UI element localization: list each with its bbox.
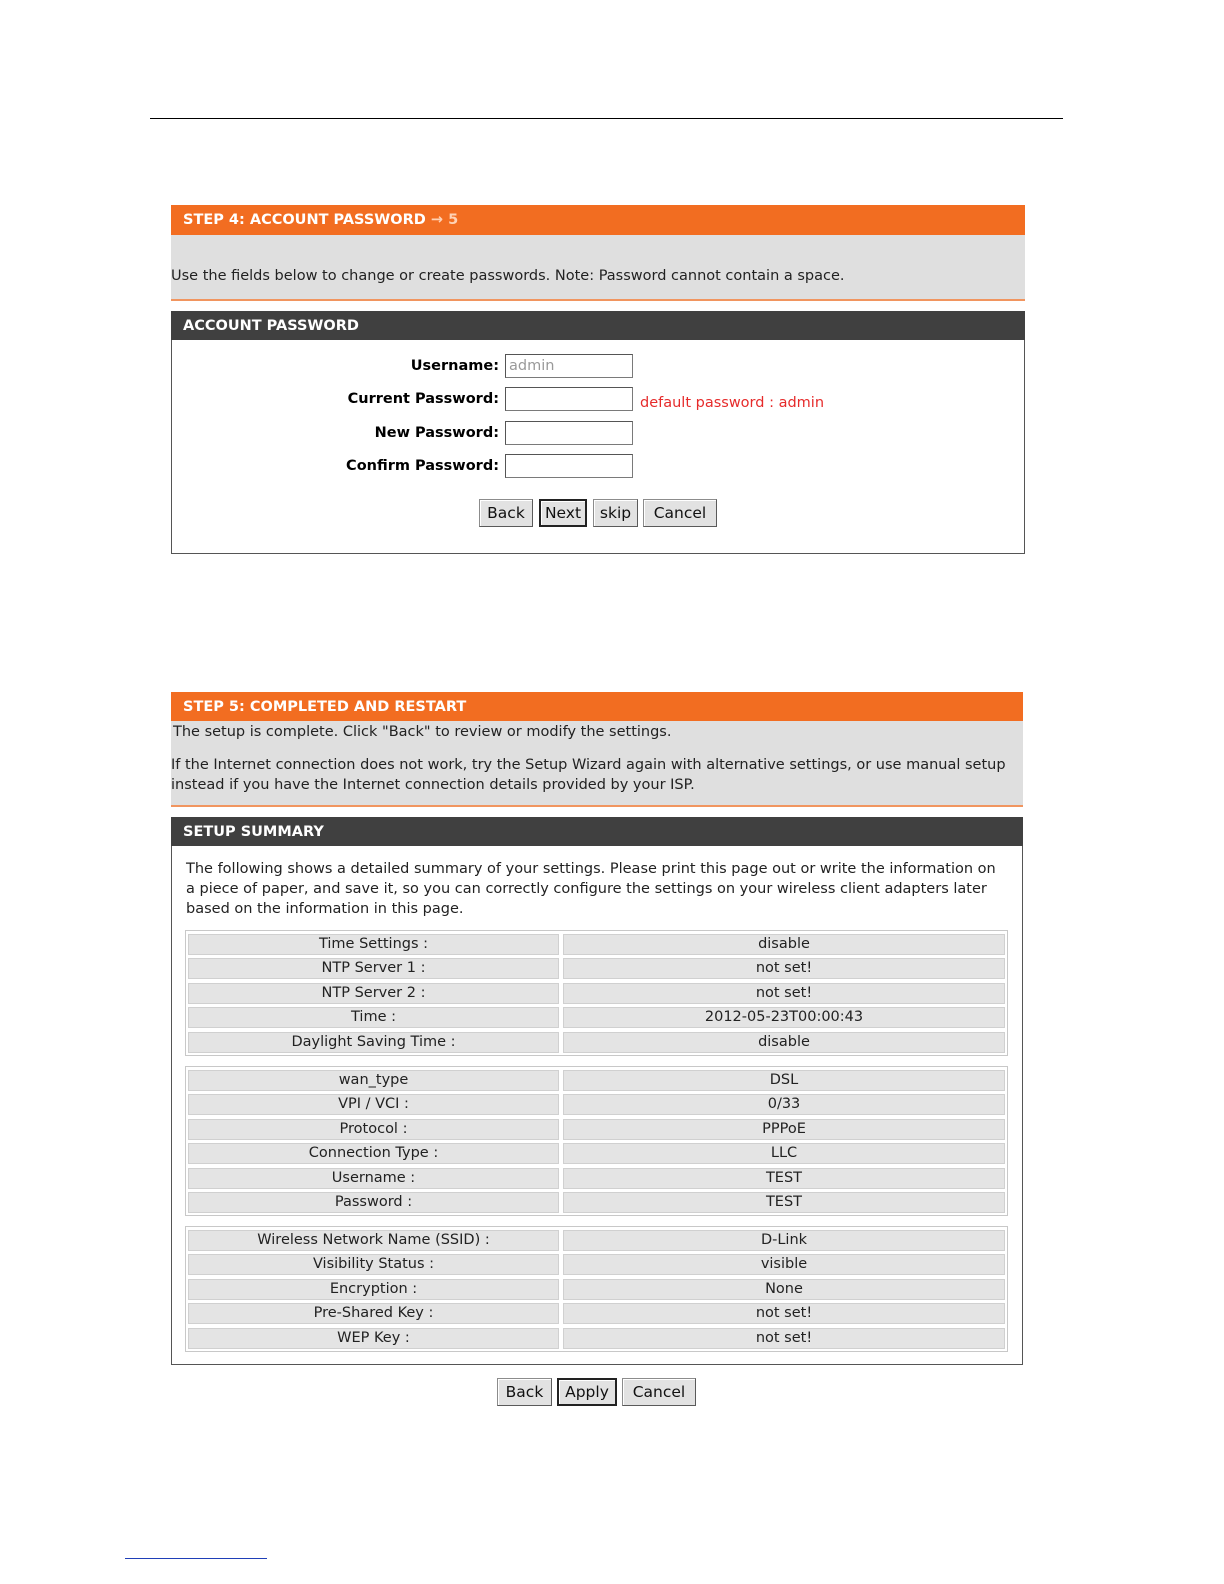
summary-row bbox=[188, 1070, 1005, 1091]
summary-value: not set! bbox=[563, 958, 1005, 979]
summary-row bbox=[188, 1192, 1005, 1213]
summary-value: 0/33 bbox=[563, 1094, 1005, 1115]
new-password-label: New Password: bbox=[374, 425, 499, 441]
step4-next-button[interactable]: Next bbox=[539, 499, 587, 527]
summary-value: disable bbox=[563, 934, 1005, 955]
summary-value: TEST bbox=[563, 1192, 1005, 1213]
step5-description-1: The setup is complete. Click "Back" to review or modify the settings. bbox=[173, 724, 672, 740]
summary-value: disable bbox=[563, 1032, 1005, 1053]
summary-label: Time : bbox=[188, 1007, 559, 1028]
summary-row bbox=[188, 1119, 1005, 1140]
summary-row bbox=[188, 934, 1005, 955]
summary-row bbox=[188, 1094, 1005, 1115]
step4-description: Use the fields below to change or create passwords. Note: Password cannot contain a space. bbox=[171, 268, 845, 284]
new-password-input[interactable] bbox=[505, 421, 633, 445]
summary-row bbox=[188, 1303, 1005, 1324]
step5-header bbox=[171, 692, 1023, 721]
summary-group-wireless bbox=[185, 1226, 1008, 1352]
summary-row bbox=[188, 1328, 1005, 1349]
account-password-title: ACCOUNT PASSWORD bbox=[183, 317, 359, 334]
confirm-password-input[interactable] bbox=[505, 454, 633, 478]
step5-apply-button[interactable]: Apply bbox=[557, 1378, 617, 1406]
summary-value: TEST bbox=[563, 1168, 1005, 1189]
step4-header bbox=[171, 205, 1025, 235]
step4-divider bbox=[171, 299, 1025, 301]
default-password-hint: default password : admin bbox=[640, 395, 825, 411]
summary-row bbox=[188, 983, 1005, 1004]
summary-row bbox=[188, 1279, 1005, 1300]
summary-label: Daylight Saving Time : bbox=[188, 1032, 559, 1053]
summary-value: not set! bbox=[563, 1328, 1005, 1349]
step5-description-2: If the Internet connection does not work, try the Setup Wizard again with alternative settings, or use manual setup instead if you have the Internet connection details provided by your ISP. bbox=[171, 757, 1006, 793]
confirm-password-label: Confirm Password: bbox=[346, 458, 499, 474]
summary-value: LLC bbox=[563, 1143, 1005, 1164]
step4-back-button[interactable]: Back bbox=[479, 499, 533, 527]
step5-cancel-button[interactable]: Cancel bbox=[622, 1378, 696, 1406]
summary-label: VPI / VCI : bbox=[188, 1094, 559, 1115]
summary-label: Connection Type : bbox=[188, 1143, 559, 1164]
step4-cancel-button[interactable]: Cancel bbox=[643, 499, 717, 527]
username-input[interactable] bbox=[505, 354, 633, 378]
summary-group-wan bbox=[185, 1066, 1008, 1216]
current-password-input[interactable] bbox=[505, 387, 633, 411]
step4-description-band bbox=[171, 235, 1025, 299]
summary-row bbox=[188, 1230, 1005, 1251]
summary-label: Password : bbox=[188, 1192, 559, 1213]
summary-value: visible bbox=[563, 1254, 1005, 1275]
summary-row bbox=[188, 1032, 1005, 1053]
setup-summary-title: SETUP SUMMARY bbox=[183, 823, 324, 840]
summary-label: Pre-Shared Key : bbox=[188, 1303, 559, 1324]
step5-title: STEP 5: COMPLETED AND RESTART bbox=[183, 698, 467, 715]
account-password-header bbox=[171, 311, 1025, 340]
summary-label: Username : bbox=[188, 1168, 559, 1189]
summary-group-time bbox=[185, 930, 1008, 1056]
summary-label: NTP Server 1 : bbox=[188, 958, 559, 979]
summary-label: WEP Key : bbox=[188, 1328, 559, 1349]
summary-row bbox=[188, 1143, 1005, 1164]
summary-label: NTP Server 2 : bbox=[188, 983, 559, 1004]
setup-summary-header bbox=[171, 817, 1023, 846]
summary-value: D-Link bbox=[563, 1230, 1005, 1251]
summary-value: not set! bbox=[563, 1303, 1005, 1324]
step5-description-band bbox=[171, 721, 1023, 805]
summary-label: Visibility Status : bbox=[188, 1254, 559, 1275]
step4-title: STEP 4: ACCOUNT PASSWORD bbox=[183, 212, 426, 228]
summary-row bbox=[188, 1168, 1005, 1189]
page-top-rule bbox=[150, 118, 1063, 119]
summary-row bbox=[188, 1254, 1005, 1275]
summary-value: DSL bbox=[563, 1070, 1005, 1091]
summary-label: Encryption : bbox=[188, 1279, 559, 1300]
step5-divider bbox=[171, 805, 1023, 807]
current-password-label: Current Password: bbox=[347, 391, 499, 407]
setup-summary-text: The following shows a detailed summary of your settings. Please print this page out or write the information on a piece of paper, and save it, so you can correctly configure the settings on your wireless client adapters later based on the information in this page. bbox=[186, 861, 996, 917]
step4-title-arrow: → 5 bbox=[430, 212, 459, 228]
summary-value: not set! bbox=[563, 983, 1005, 1004]
summary-row bbox=[188, 1007, 1005, 1028]
summary-label: wan_type bbox=[188, 1070, 559, 1091]
summary-label: Protocol : bbox=[188, 1119, 559, 1140]
step4-skip-button[interactable]: skip bbox=[593, 499, 638, 527]
summary-value: PPPoE bbox=[563, 1119, 1005, 1140]
summary-value: None bbox=[563, 1279, 1005, 1300]
step5-back-button[interactable]: Back bbox=[497, 1378, 552, 1406]
summary-value: 2012-05-23T00:00:43 bbox=[563, 1007, 1005, 1028]
summary-label: Time Settings : bbox=[188, 934, 559, 955]
page-footer-link-rule bbox=[125, 1558, 267, 1559]
summary-label: Wireless Network Name (SSID) : bbox=[188, 1230, 559, 1251]
summary-row bbox=[188, 958, 1005, 979]
username-label: Username: bbox=[410, 358, 499, 374]
